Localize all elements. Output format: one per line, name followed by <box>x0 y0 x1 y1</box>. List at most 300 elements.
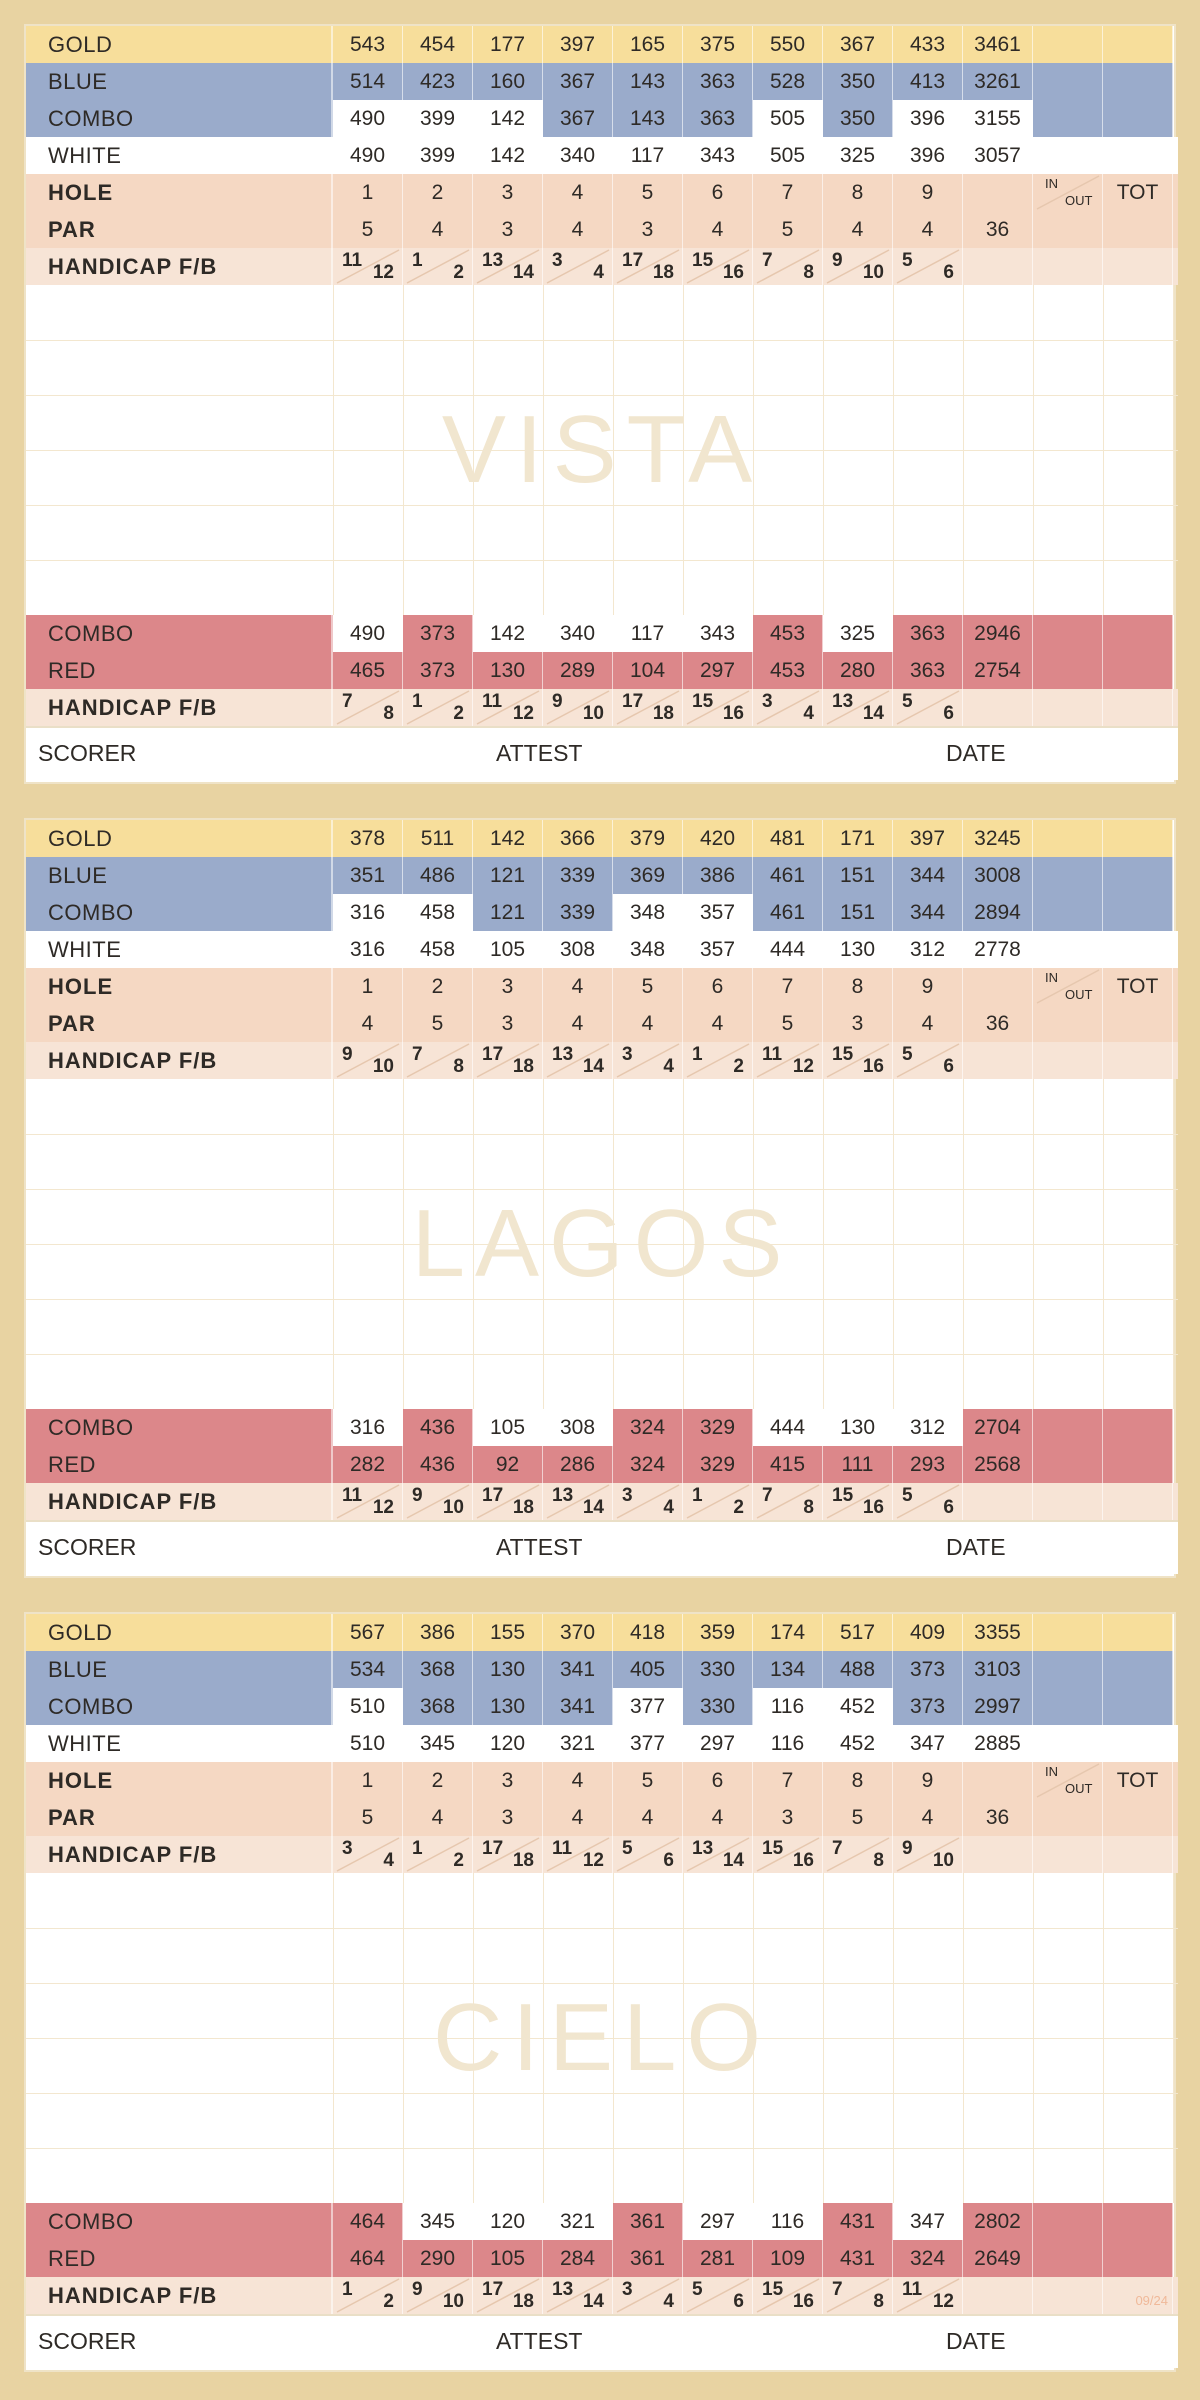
handicap-back: 16 <box>792 2291 814 2312</box>
tee-label: RED <box>26 652 333 689</box>
tee-row-gold <box>26 820 1178 857</box>
yardage-cell: 458 <box>403 894 473 931</box>
yardage-cell: 121 <box>473 857 543 894</box>
yardage-cell: 375 <box>683 26 753 63</box>
handicap-cell <box>613 1483 683 1520</box>
yardage-cell: 316 <box>333 931 403 968</box>
blank-cell <box>1103 1483 1173 1520</box>
yardage-cell: 174 <box>753 1614 823 1651</box>
handicap-back: 14 <box>582 1497 604 1518</box>
yardage-cell: 105 <box>473 1409 543 1446</box>
blank-cell <box>1033 1836 1103 1873</box>
handicap-cell <box>893 1042 963 1079</box>
handicap-row-top <box>26 1836 1178 1873</box>
date-label: DATE <box>946 1534 1006 1560</box>
yardage-cell: 397 <box>543 26 613 63</box>
blank-total-cell <box>1033 931 1103 968</box>
tee-label: WHITE <box>26 1725 333 1762</box>
handicap-cell <box>403 689 473 726</box>
tee-label: COMBO <box>26 100 333 137</box>
handicap-front: 3 <box>622 2279 633 2300</box>
tee-label: RED <box>26 2240 333 2277</box>
attest-label: ATTEST <box>496 1534 583 1560</box>
yardage-cell: 116 <box>753 2203 823 2240</box>
yardage-cell: 312 <box>893 931 963 968</box>
blank-cell <box>963 689 1033 726</box>
handicap-front: 7 <box>832 2279 843 2300</box>
yardage-cell: 361 <box>613 2203 683 2240</box>
par-value: 4 <box>893 1005 963 1042</box>
yardage-cell: 3261 <box>963 63 1033 100</box>
yardage-cell: 373 <box>893 1688 963 1725</box>
yardage-cell: 290 <box>403 2240 473 2277</box>
handicap-front: 7 <box>412 1044 423 1065</box>
yardage-cell: 433 <box>893 26 963 63</box>
handicap-cell <box>753 2277 823 2314</box>
handicap-back: 2 <box>733 1056 744 1077</box>
handicap-back: 8 <box>873 1850 884 1871</box>
score-entry-area[interactable] <box>26 1873 1178 2203</box>
blank-total-cell <box>1103 931 1173 968</box>
handicap-cell <box>893 1483 963 1520</box>
handicap-front: 7 <box>832 1838 843 1859</box>
par-value: 4 <box>613 1799 683 1836</box>
yardage-cell: 312 <box>893 1409 963 1446</box>
yardage-cell: 142 <box>473 820 543 857</box>
yardage-cell: 486 <box>403 857 473 894</box>
handicap-front: 1 <box>692 1485 703 1506</box>
par-value: 3 <box>823 1005 893 1042</box>
tee-row-white <box>26 137 1178 174</box>
yardage-cell: 151 <box>823 857 893 894</box>
hole-number: 4 <box>543 1762 613 1799</box>
blank-total-cell <box>1033 2240 1103 2277</box>
handicap-front: 5 <box>902 1044 913 1065</box>
handicap-cell <box>893 2277 963 2314</box>
yardage-cell: 453 <box>753 652 823 689</box>
version-label: 09/24 <box>1135 2293 1168 2308</box>
yardage-cell: 134 <box>753 1651 823 1688</box>
tee-row-bottom-combo <box>26 1409 1178 1446</box>
yardage-cell: 297 <box>683 1725 753 1762</box>
yardage-cell: 341 <box>543 1651 613 1688</box>
blank-cell <box>1103 689 1173 726</box>
yardage-cell: 436 <box>403 1446 473 1483</box>
handicap-cell <box>613 1836 683 1873</box>
out-label: OUT <box>1065 193 1093 208</box>
tee-row-combo <box>26 894 1178 931</box>
scorer-label: SCORER <box>38 740 137 766</box>
yardage-cell: 171 <box>823 820 893 857</box>
grid-line <box>26 2148 1178 2149</box>
tee-label: GOLD <box>26 820 333 857</box>
par-value: 5 <box>333 211 403 248</box>
tot-header: TOT <box>1103 968 1173 1005</box>
tee-label: WHITE <box>26 931 333 968</box>
yardage-cell: 357 <box>683 894 753 931</box>
handicap-back: 6 <box>943 1056 954 1077</box>
yardage-cell: 2778 <box>963 931 1033 968</box>
yardage-cell: 117 <box>613 615 683 652</box>
yardage-cell: 363 <box>683 63 753 100</box>
yardage-cell: 284 <box>543 2240 613 2277</box>
handicap-back: 2 <box>453 703 464 724</box>
handicap-front: 11 <box>482 691 503 712</box>
handicap-front: 7 <box>762 1485 773 1506</box>
par-value: 4 <box>613 1005 683 1042</box>
handicap-label: HANDICAP F/B <box>26 1042 333 1079</box>
handicap-back: 12 <box>372 262 394 283</box>
tee-row-gold <box>26 26 1178 63</box>
handicap-back: 18 <box>652 703 674 724</box>
yardage-cell: 543 <box>333 26 403 63</box>
handicap-cell <box>683 689 753 726</box>
blank-cell <box>1103 211 1173 248</box>
par-value: 36 <box>963 1005 1033 1042</box>
blank-cell <box>1033 211 1103 248</box>
yardage-cell: 3155 <box>963 100 1033 137</box>
handicap-front: 15 <box>832 1044 854 1065</box>
par-row <box>26 211 1178 248</box>
yardage-cell: 444 <box>753 931 823 968</box>
blank-total-cell <box>1033 1651 1103 1688</box>
handicap-back: 4 <box>383 1850 394 1871</box>
yardage-cell: 345 <box>403 1725 473 1762</box>
handicap-back: 2 <box>733 1497 744 1518</box>
blank-cell <box>963 1042 1033 1079</box>
handicap-front: 7 <box>762 250 773 271</box>
yardage-cell: 461 <box>753 894 823 931</box>
handicap-label: HANDICAP F/B <box>26 1483 333 1520</box>
yardage-cell: 348 <box>613 931 683 968</box>
yardage-cell: 386 <box>683 857 753 894</box>
handicap-cell <box>683 248 753 285</box>
yardage-cell: 2946 <box>963 615 1033 652</box>
yardage-cell: 351 <box>333 857 403 894</box>
handicap-cell <box>403 2277 473 2314</box>
tee-label: BLUE <box>26 63 333 100</box>
yardage-cell: 297 <box>683 652 753 689</box>
handicap-cell <box>403 1042 473 1079</box>
yardage-cell: 339 <box>543 894 613 931</box>
yardage-cell: 130 <box>473 652 543 689</box>
in-out-header <box>1033 1762 1103 1799</box>
blank-total-cell <box>1033 894 1103 931</box>
yardage-cell: 436 <box>403 1409 473 1446</box>
out-label: OUT <box>1065 1781 1093 1796</box>
blank-cell <box>1033 1799 1103 1836</box>
handicap-label: HANDICAP F/B <box>26 689 333 726</box>
hole-row <box>26 174 1178 211</box>
hole-label: HOLE <box>26 1762 333 1799</box>
yardage-cell: 105 <box>473 2240 543 2277</box>
yardage-cell: 368 <box>403 1651 473 1688</box>
yardage-cell: 396 <box>893 137 963 174</box>
blank-cell <box>1103 1042 1173 1079</box>
yardage-cell: 431 <box>823 2240 893 2277</box>
tee-row-bottom-combo <box>26 2203 1178 2240</box>
handicap-front: 1 <box>342 2279 353 2300</box>
handicap-front: 17 <box>482 1838 504 1859</box>
par-value: 3 <box>473 211 543 248</box>
hole-number: 8 <box>823 174 893 211</box>
handicap-front: 5 <box>902 1485 913 1506</box>
yardage-cell: 155 <box>473 1614 543 1651</box>
handicap-back: 14 <box>582 2291 604 2312</box>
grid-line <box>26 1928 1178 1929</box>
yardage-cell: 505 <box>753 100 823 137</box>
hole-number: 4 <box>543 968 613 1005</box>
handicap-front: 17 <box>482 1485 504 1506</box>
handicap-front: 9 <box>552 691 563 712</box>
handicap-front: 15 <box>692 691 714 712</box>
blank-total-cell <box>1103 100 1173 137</box>
tee-row-bottom-red <box>26 1446 1178 1483</box>
tee-row-combo <box>26 100 1178 137</box>
par-row <box>26 1005 1178 1042</box>
yardage-cell: 329 <box>683 1409 753 1446</box>
out-label: OUT <box>1065 987 1093 1002</box>
hole-number: 9 <box>893 968 963 1005</box>
blank-total-cell <box>1103 1614 1173 1651</box>
yardage-cell: 293 <box>893 1446 963 1483</box>
yardage-cell: 92 <box>473 1446 543 1483</box>
handicap-front: 11 <box>762 1044 783 1065</box>
handicap-row-bottom <box>26 689 1178 726</box>
yardage-cell: 286 <box>543 1446 613 1483</box>
par-row <box>26 1799 1178 1836</box>
yardage-cell: 105 <box>473 931 543 968</box>
blank-cell <box>1103 1005 1173 1042</box>
attest-label: ATTEST <box>496 2328 583 2354</box>
scorer-label: SCORER <box>38 2328 137 2354</box>
yardage-cell: 3008 <box>963 857 1033 894</box>
yardage-cell: 280 <box>823 652 893 689</box>
blank-total-cell <box>1103 1725 1173 1762</box>
par-value: 4 <box>893 211 963 248</box>
hole-number: 7 <box>753 1762 823 1799</box>
handicap-front: 9 <box>902 1838 913 1859</box>
yardage-cell: 514 <box>333 63 403 100</box>
yardage-cell: 367 <box>543 63 613 100</box>
handicap-front: 3 <box>762 691 773 712</box>
par-value: 5 <box>333 1799 403 1836</box>
yardage-cell: 341 <box>543 1688 613 1725</box>
yardage-cell: 324 <box>613 1446 683 1483</box>
hole-number: 2 <box>403 968 473 1005</box>
blank-total-cell <box>1033 137 1103 174</box>
signature-footer <box>26 726 1178 780</box>
yardage-cell: 534 <box>333 1651 403 1688</box>
handicap-front: 1 <box>412 250 423 271</box>
blank-total-cell <box>1103 652 1173 689</box>
handicap-back: 8 <box>803 1497 814 1518</box>
blank-cell <box>963 1836 1033 1873</box>
handicap-cell <box>543 1483 613 1520</box>
handicap-front: 13 <box>692 1838 714 1859</box>
blank-total-cell <box>1103 1651 1173 1688</box>
blank-total-cell <box>1103 857 1173 894</box>
par-value: 5 <box>403 1005 473 1042</box>
attest-label: ATTEST <box>496 740 583 766</box>
blank-total-cell <box>1103 894 1173 931</box>
handicap-front: 17 <box>622 250 644 271</box>
yardage-cell: 361 <box>613 2240 683 2277</box>
yardage-cell: 282 <box>333 1446 403 1483</box>
yardage-cell: 363 <box>683 100 753 137</box>
yardage-cell: 321 <box>543 2203 613 2240</box>
handicap-front: 13 <box>552 1044 574 1065</box>
grid-line <box>26 1354 1178 1355</box>
par-value: 4 <box>823 211 893 248</box>
tee-row-gold <box>26 1614 1178 1651</box>
par-value: 4 <box>683 1799 753 1836</box>
yardage-cell: 330 <box>683 1651 753 1688</box>
tee-label: RED <box>26 1446 333 1483</box>
yardage-cell: 316 <box>333 1409 403 1446</box>
yardage-cell: 116 <box>753 1688 823 1725</box>
handicap-cell <box>613 1042 683 1079</box>
handicap-cell <box>543 1836 613 1873</box>
par-value: 36 <box>963 211 1033 248</box>
course-name-watermark: LAGOS <box>411 1190 793 1297</box>
handicap-back: 14 <box>582 1056 604 1077</box>
date-label: DATE <box>946 2328 1006 2354</box>
blank-cell <box>1033 1042 1103 1079</box>
yardage-cell: 344 <box>893 894 963 931</box>
handicap-back: 4 <box>803 703 814 724</box>
yardage-cell: 399 <box>403 100 473 137</box>
grid-line <box>26 340 1178 341</box>
tee-row-combo <box>26 1688 1178 1725</box>
yardage-cell: 350 <box>823 63 893 100</box>
handicap-cell <box>543 248 613 285</box>
hole-number: 1 <box>333 968 403 1005</box>
handicap-front: 17 <box>482 1044 504 1065</box>
yardage-cell: 3103 <box>963 1651 1033 1688</box>
yardage-cell: 120 <box>473 1725 543 1762</box>
signature-footer <box>26 2314 1178 2368</box>
tee-label: COMBO <box>26 615 333 652</box>
blank-cell <box>963 2277 1033 2314</box>
yardage-cell: 308 <box>543 1409 613 1446</box>
yardage-cell: 130 <box>823 1409 893 1446</box>
handicap-cell <box>543 1042 613 1079</box>
hole-number: 8 <box>823 1762 893 1799</box>
handicap-back: 6 <box>943 262 954 283</box>
handicap-cell <box>823 2277 893 2314</box>
handicap-back: 2 <box>453 262 464 283</box>
blank-total-cell <box>1103 1688 1173 1725</box>
handicap-cell <box>683 2277 753 2314</box>
yardage-cell: 104 <box>613 652 683 689</box>
grid-line <box>26 1134 1178 1135</box>
yardage-cell: 511 <box>403 820 473 857</box>
yardage-cell: 339 <box>543 857 613 894</box>
yardage-cell: 2704 <box>963 1409 1033 1446</box>
hole-number: 3 <box>473 174 543 211</box>
handicap-back: 6 <box>943 1497 954 1518</box>
handicap-back: 8 <box>383 703 394 724</box>
blank-total-cell <box>1033 857 1103 894</box>
handicap-back: 18 <box>512 1056 534 1077</box>
yardage-cell: 329 <box>683 1446 753 1483</box>
tee-label: BLUE <box>26 857 333 894</box>
tee-row-blue <box>26 1651 1178 1688</box>
tee-row-blue <box>26 63 1178 100</box>
yardage-cell: 297 <box>683 2203 753 2240</box>
yardage-cell: 510 <box>333 1688 403 1725</box>
yardage-cell: 130 <box>473 1651 543 1688</box>
handicap-cell <box>823 1042 893 1079</box>
handicap-cell <box>823 1836 893 1873</box>
par-value: 4 <box>893 1799 963 1836</box>
grid-line <box>26 560 1178 561</box>
handicap-back: 18 <box>652 262 674 283</box>
handicap-back: 8 <box>803 262 814 283</box>
yardage-cell: 324 <box>893 2240 963 2277</box>
course-name-watermark: CIELO <box>432 1984 772 2091</box>
handicap-cell <box>683 1483 753 1520</box>
yardage-cell: 366 <box>543 820 613 857</box>
yardage-cell: 464 <box>333 2240 403 2277</box>
hole-number: 9 <box>893 1762 963 1799</box>
par-value: 4 <box>683 211 753 248</box>
yardage-cell: 378 <box>333 820 403 857</box>
blank-total-cell <box>1033 615 1103 652</box>
handicap-front: 9 <box>832 250 843 271</box>
blank-cell <box>1103 1836 1173 1873</box>
score-entry-area[interactable] <box>26 1079 1178 1409</box>
yardage-cell: 405 <box>613 1651 683 1688</box>
handicap-front: 5 <box>902 691 913 712</box>
handicap-label: HANDICAP F/B <box>26 1836 333 1873</box>
yardage-cell: 528 <box>753 63 823 100</box>
handicap-front: 15 <box>832 1485 854 1506</box>
yardage-cell: 413 <box>893 63 963 100</box>
yardage-cell: 348 <box>613 894 683 931</box>
handicap-front: 3 <box>342 1838 353 1859</box>
handicap-cell <box>333 689 403 726</box>
par-label: PAR <box>26 211 333 248</box>
handicap-front: 11 <box>552 1838 573 1859</box>
tee-row-bottom-combo <box>26 615 1178 652</box>
tee-row-white <box>26 931 1178 968</box>
yardage-cell: 359 <box>683 1614 753 1651</box>
yardage-cell: 369 <box>613 857 683 894</box>
hole-number: 7 <box>753 174 823 211</box>
course-card-vista <box>24 24 1176 784</box>
blank-total-cell <box>1103 820 1173 857</box>
yardage-cell: 368 <box>403 1688 473 1725</box>
handicap-back: 2 <box>453 1850 464 1871</box>
score-entry-area[interactable] <box>26 285 1178 615</box>
course-card-lagos <box>24 818 1176 1578</box>
yardage-cell: 130 <box>823 931 893 968</box>
par-label: PAR <box>26 1005 333 1042</box>
par-value: 4 <box>403 211 473 248</box>
course-card-cielo <box>24 1612 1176 2372</box>
hole-number: 2 <box>403 1762 473 1799</box>
yardage-cell: 452 <box>823 1688 893 1725</box>
blank-total-cell <box>1103 2240 1173 2277</box>
par-value: 5 <box>823 1799 893 1836</box>
yardage-cell: 377 <box>613 1688 683 1725</box>
par-value: 4 <box>403 1799 473 1836</box>
handicap-cell <box>333 1836 403 1873</box>
blank-total-cell <box>1033 1688 1103 1725</box>
handicap-back: 10 <box>932 1850 954 1871</box>
